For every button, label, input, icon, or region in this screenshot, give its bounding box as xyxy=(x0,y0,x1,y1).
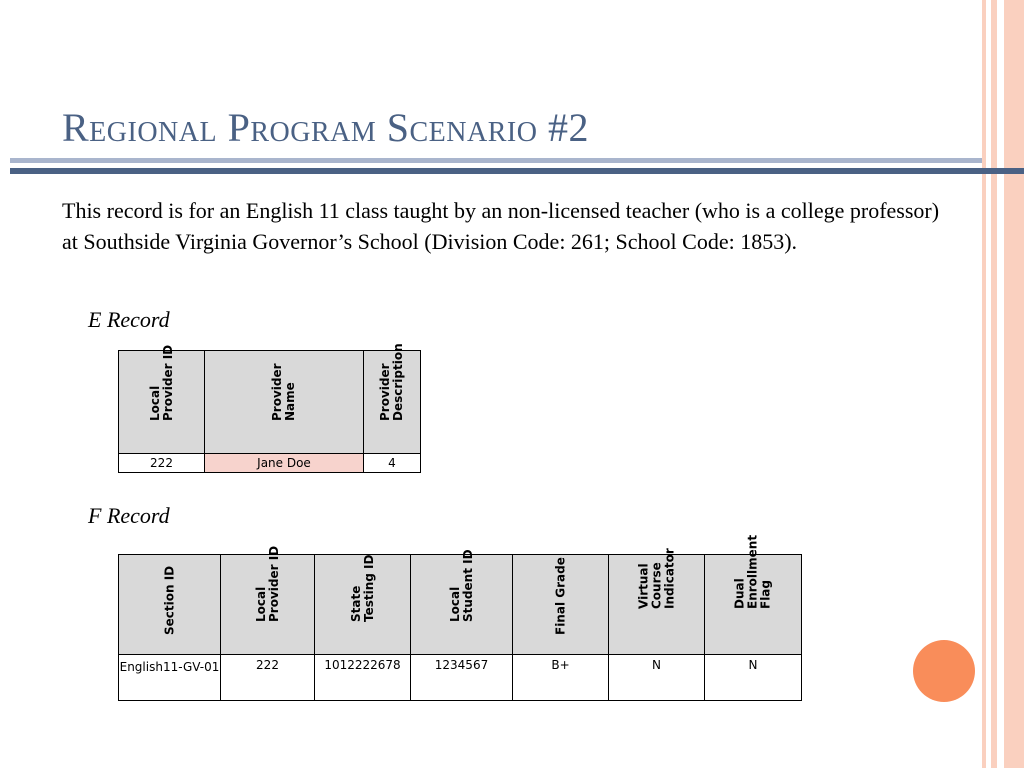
table-header-row xyxy=(119,351,421,454)
title-divider-thick xyxy=(10,168,1024,174)
header-local-provider-id: Local Provider ID xyxy=(221,555,315,655)
header-state-testing-id: State Testing ID xyxy=(315,555,411,655)
header-local-student-id: Local Student ID xyxy=(411,555,513,655)
slide-title: Regional Program Scenario #2 xyxy=(62,105,589,150)
header-virtual-course-indicator: Virtual Course Indicator xyxy=(609,555,705,655)
cell-section-id: English11-GV-01 xyxy=(119,655,221,701)
f-record-label: F Record xyxy=(88,503,170,528)
decorative-stripe xyxy=(982,0,986,768)
cell-provider-name: Jane Doe xyxy=(205,454,364,473)
cell-state-testing-id: 1012222678 xyxy=(315,655,411,701)
header-dual-enrollment-flag: Dual Enrollment Flag xyxy=(705,555,802,655)
decorative-stripe xyxy=(1004,0,1024,768)
cell-final-grade: B+ xyxy=(513,655,609,701)
e-record-table xyxy=(118,343,421,473)
cell-provider-description: 4 xyxy=(364,454,421,473)
decorative-stripe xyxy=(991,0,997,768)
header-provider-name: Provider Name xyxy=(205,351,364,454)
header-provider-description: Provider Description xyxy=(364,351,421,454)
title-divider-thin xyxy=(10,158,982,163)
header-local-provider-id: Local Provider ID xyxy=(119,351,205,454)
intro-paragraph: This record is for an English 11 class taught by an non-licensed teacher (who is a college professor) at Southside Virginia Governor’s School (Division Code: 261; School Code: 1853). xyxy=(62,198,940,254)
table-row xyxy=(119,655,802,701)
cell-local-provider-id: 222 xyxy=(119,454,205,473)
cell-local-provider-id: 222 xyxy=(221,655,315,701)
table-header-row xyxy=(119,555,802,655)
header-section-id: Section ID xyxy=(119,555,221,655)
decorative-circle xyxy=(913,640,975,702)
cell-dual-enrollment-flag: N xyxy=(705,655,802,701)
header-final-grade: Final Grade xyxy=(513,555,609,655)
cell-local-student-id: 1234567 xyxy=(411,655,513,701)
e-record-label: E Record xyxy=(88,307,170,332)
table-row xyxy=(119,454,421,473)
cell-virtual-course-indicator: N xyxy=(609,655,705,701)
f-record-table xyxy=(118,534,802,701)
